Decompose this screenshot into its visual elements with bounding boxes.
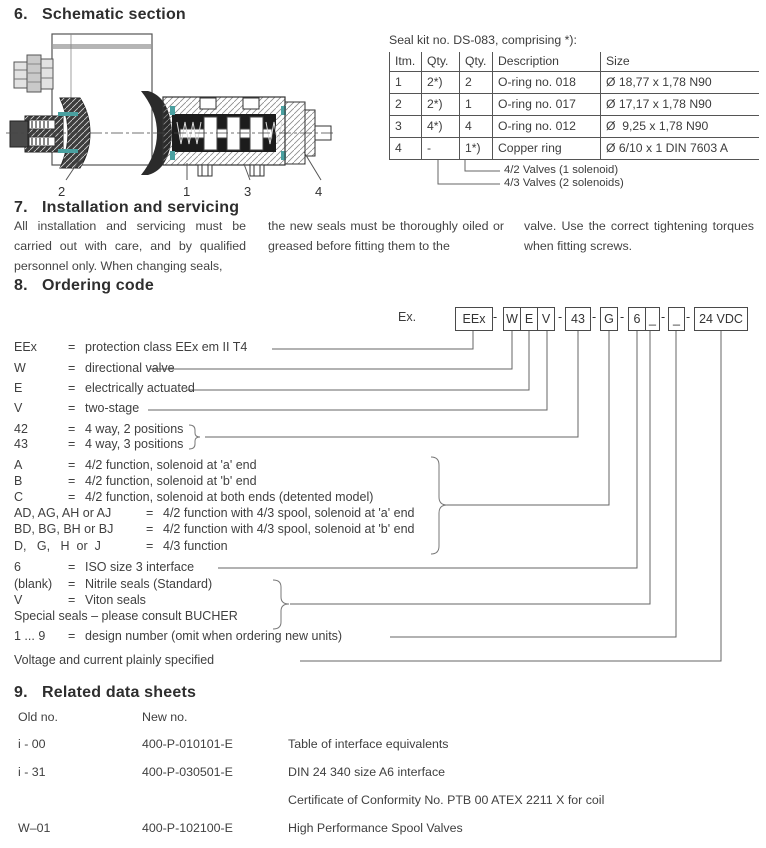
old-no: W–01 [18, 821, 51, 835]
legend-term: 1 ... 9 [14, 629, 46, 643]
legend-term: Voltage and current plainly specified [14, 653, 215, 667]
spring-right [266, 122, 282, 144]
datasheet-header-row [18, 710, 288, 724]
code-box: V [537, 307, 555, 331]
legend-desc: 4 way, 3 positions [85, 437, 184, 451]
solenoid-housing [52, 34, 152, 165]
code-box-group-size-seal [628, 307, 660, 331]
old-no-header: Old no. [18, 710, 58, 724]
code-box: _ [645, 307, 660, 331]
seal-kit-footnote: 4/2 Valves (1 solenoid) [504, 164, 619, 176]
code-box: 43 [565, 307, 591, 331]
datasheet-row [18, 765, 445, 779]
legend-term: 42 [14, 422, 28, 436]
legend-term: Special seals – please consult BUCHER [14, 609, 238, 623]
seal-mark [58, 112, 78, 116]
seal-kit-brackets [438, 160, 500, 184]
old-no: i - 00 [18, 737, 46, 751]
legend-desc: 4/2 function, solenoid at 'b' end [85, 474, 257, 488]
legend-term: V [14, 401, 23, 415]
code-separator: - [661, 310, 666, 324]
valve-flange [141, 91, 172, 175]
legend-desc: electrically actuated [85, 381, 195, 395]
table-header-cell: Qty. [422, 52, 460, 72]
servicing-col-2: the new seals must be thoroughly oiled or greased before fitting them to the [268, 219, 504, 253]
new-no: 400-P-010101-E [142, 737, 233, 751]
old-no: i - 31 [18, 765, 46, 779]
legend-row: 6 = ISO size 3 interface [14, 560, 195, 574]
section-number: 6. [14, 6, 28, 23]
legend-term: BD, BG, BH or BJ [14, 522, 114, 536]
legend-row: AD, AG, AH or AJ = 4/2 function with 4/3 spool, solenoid at 'a' end [14, 506, 415, 520]
servicing-col-3: valve. Use the correct tightening torques when fitting screws. [524, 219, 754, 253]
callout-4: 4 [315, 184, 323, 199]
section-8-heading [14, 277, 154, 295]
code-separator: - [592, 310, 597, 324]
new-no [142, 793, 288, 807]
sheet-desc: Certificate of Conformity No. PTB 00 ATEX 2211 X for coil [288, 793, 605, 807]
table-cell: 4 [390, 138, 422, 160]
table-cell: Copper ring [493, 138, 601, 160]
table-header-cell: Description [493, 52, 601, 72]
table-cell: Ø 9,25 x 1,78 N90 [601, 116, 759, 138]
code-box-group-eex [455, 307, 493, 331]
legend-row: 42 = 4 way, 2 positions [14, 422, 184, 436]
legend-row: B = 4/2 function, solenoid at 'b' end [14, 474, 257, 488]
callout-3: 3 [244, 184, 252, 199]
code-separator: - [620, 310, 625, 324]
legend-desc: design number (omit when ordering new units) [85, 629, 343, 643]
legend-desc: ISO size 3 interface [85, 560, 195, 574]
section-number: 9. [14, 684, 28, 701]
table-cell: Ø 17,17 x 1,78 N90 [601, 94, 759, 116]
code-separator: - [493, 310, 498, 324]
schematic-drawing [6, 34, 334, 199]
table-cell: Ø 6/10 x 1 DIN 7603 A [601, 138, 759, 160]
servicing-col-1: All installation and servicing must be carried out with care, and by qualified personnel only. When changing seals, [14, 219, 246, 273]
code-box: _ [668, 307, 685, 331]
table-cell: 1*) [460, 138, 493, 160]
legend-term: V [14, 593, 23, 607]
legend-row: BD, BG, BH or BJ = 4/2 function with 4/3 spool, solenoid at 'b' end [14, 522, 415, 536]
legend-term: B [14, 474, 23, 488]
legend-desc: Nitrile seals (Standard) [85, 577, 213, 591]
legend-row [14, 609, 238, 623]
legend-term: C [14, 490, 24, 504]
code-box-group-function [600, 307, 618, 331]
table-cell: Ø 18,77 x 1,78 N90 [601, 72, 759, 94]
seal-kit-table [389, 52, 759, 160]
table-cell: 2*) [422, 94, 460, 116]
table-header-cell: Itm. [390, 52, 422, 72]
code-box: 6 [628, 307, 646, 331]
code-box-group-wev [503, 307, 555, 331]
new-no: 400-P-102100-E [142, 821, 233, 835]
code-box: G [600, 307, 618, 331]
legend-term: AD, AG, AH or AJ [14, 506, 112, 520]
sheet-desc: High Performance Spool Valves [288, 821, 463, 835]
new-no: 400-P-030501-E [142, 765, 233, 779]
section-title: Schematic section [42, 6, 186, 23]
legend-row: 43 = 4 way, 3 positions [14, 437, 184, 451]
legend-row: (blank) = Nitrile seals (Standard) [14, 577, 213, 591]
spring-left [177, 122, 201, 144]
code-box: 24 VDC [694, 307, 748, 331]
code-box-group-positions [565, 307, 591, 331]
code-separator: - [686, 310, 691, 324]
legend-desc: 4/2 function, solenoid at 'a' end [85, 458, 257, 472]
table-cell: O-ring no. 017 [493, 94, 601, 116]
code-box-group-voltage [694, 307, 748, 331]
legend-term: 43 [14, 437, 28, 451]
legend-desc: 4/2 function with 4/3 spool, solenoid at 'a' end [163, 506, 415, 520]
legend-desc: Viton seals [85, 593, 146, 607]
callout-2: 2 [58, 184, 66, 199]
section-number: 8. [14, 277, 28, 294]
datasheet-row [18, 737, 449, 751]
table-cell: 3 [390, 116, 422, 138]
legend-term: D, G, H or J [14, 539, 101, 553]
section-6-heading [14, 6, 186, 24]
callout-1: 1 [183, 184, 191, 199]
legend-row: E = electrically actuated [14, 381, 195, 395]
table-header-cell: Size [601, 52, 759, 72]
legend-row: V = Viton seals [14, 593, 146, 607]
seal-kit-footnote: 4/3 Valves (2 solenoids) [504, 177, 624, 189]
table-cell: 4*) [422, 116, 460, 138]
table-cell: O-ring no. 012 [493, 116, 601, 138]
seal-kit-caption: Seal kit no. DS-083, comprising *): [389, 33, 577, 47]
table-cell: 4 [460, 116, 493, 138]
cable-gland [14, 55, 53, 92]
legend-desc: two-stage [85, 401, 140, 415]
legend-row: W = directional valve [14, 361, 175, 375]
table-cell: 1 [390, 72, 422, 94]
table-cell: 2 [390, 94, 422, 116]
datasheet-row [18, 821, 463, 835]
datasheet-row [18, 793, 604, 807]
code-separator: - [558, 310, 563, 324]
section-title: Installation and servicing [42, 199, 240, 216]
code-box: W [503, 307, 521, 331]
adjusting-screw [10, 98, 90, 168]
table-cell: 1 [460, 94, 493, 116]
legend-term: A [14, 458, 23, 472]
legend-row: D, G, H or J = 4/3 function [14, 539, 228, 553]
legend-term: 6 [14, 560, 21, 574]
table-cell: O-ring no. 018 [493, 72, 601, 94]
legend-desc: 4 way, 2 positions [85, 422, 184, 436]
code-box-group-design [668, 307, 685, 331]
legend-row: C = 4/2 function, solenoid at both ends (detented model) [14, 490, 374, 504]
legend-row: 1 ... 9 = design number (omit when ordering new units) [14, 629, 343, 643]
example-label: Ex. [398, 310, 417, 324]
legend-term: EEx [14, 340, 37, 354]
table-cell: 2*) [422, 72, 460, 94]
section-title: Related data sheets [42, 684, 197, 701]
new-no-header: New no. [142, 710, 188, 724]
legend-desc: 4/2 function with 4/3 spool, solenoid at 'b' end [163, 522, 415, 536]
table-cell: - [422, 138, 460, 160]
valve-body [163, 97, 331, 176]
sheet-desc: Table of interface equivalents [288, 737, 449, 751]
legend-row: A = 4/2 function, solenoid at 'a' end [14, 458, 257, 472]
legend-term: E [14, 381, 23, 395]
sheet-desc: DIN 24 340 size A6 interface [288, 765, 446, 779]
legend-desc: 4/3 function [163, 539, 228, 553]
seal-mark [58, 149, 78, 153]
legend-desc: directional valve [85, 361, 175, 375]
section-9-heading [14, 684, 196, 702]
solenoid-band [53, 44, 151, 49]
legend-row [14, 653, 214, 667]
section-7-heading [14, 199, 239, 217]
table-cell: 2 [460, 72, 493, 94]
legend-term: (blank) [14, 577, 53, 591]
section-title: Ordering code [42, 277, 154, 294]
code-box: E [520, 307, 538, 331]
legend-desc: protection class EEx em II T4 [85, 340, 248, 354]
old-no [18, 793, 142, 807]
table-header-cell: Qty. [460, 52, 493, 72]
legend-row: EEx = protection class EEx em II T4 [14, 340, 248, 354]
section-number: 7. [14, 199, 28, 216]
legend-row: V = two-stage [14, 401, 140, 415]
legend-term: W [14, 361, 26, 375]
legend-desc: 4/2 function, solenoid at both ends (detented model) [85, 490, 374, 504]
code-box: EEx [455, 307, 493, 331]
